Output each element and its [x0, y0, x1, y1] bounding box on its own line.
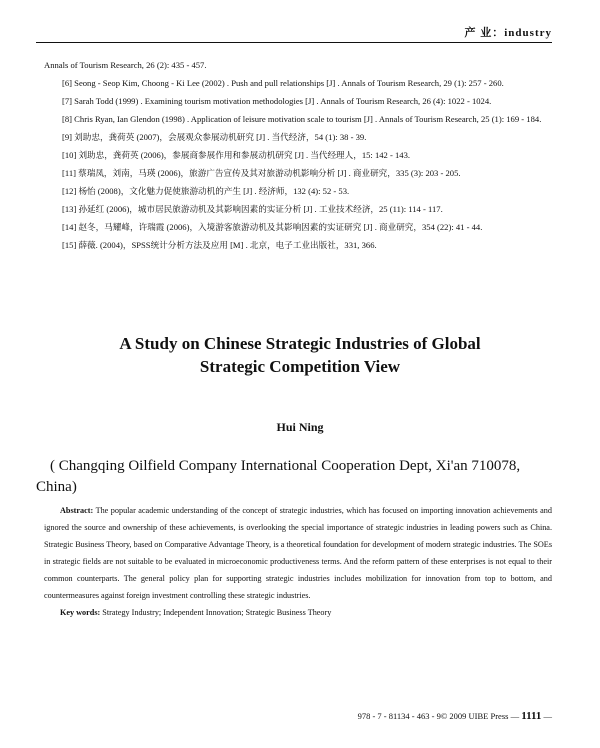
abstract-text: The popular academic understanding of the concept of strategic industries, which has focused on importing innovation achievements and ignored the source and ownership of these achievements, is overlooking the special importance of strategic industries in leading powers such as China. Strategic Business Theory, based on Comparative Advantage Theory, is a theoretical foundation for development of modern strategic industries. The SOEs in strategic fields are not suitable to be evaluated in microeconomic productiveness terms. And the reform pattern of these enterprises is not equal to their common counterparts. The general policy plan for supporting strategic industries includes mobilization for innovation from top to bottom, and countermeasures against foreign investment controlling these strategic industries.: [44, 506, 552, 600]
header-rule: [36, 42, 552, 43]
reference-item: [11] 蔡瑞凤，刘南，马瑛 (2006)，旅游广告宣传及其对旅游动机影响分析 [J] . 商业研究，335 (3): 203 - 205.: [62, 168, 461, 178]
abstract-label: Abstract:: [60, 506, 94, 515]
reference-item: [8] Chris Ryan, Ian Glendon (1998) . Application of leisure motivation scale to tourism [J] . Annals of Tourism Research, 25 (1): 169 - 184.: [62, 114, 542, 124]
footer-dash-2: —: [543, 711, 552, 721]
paper-title: [48, 332, 552, 378]
keywords-text: Strategy Industry; Independent Innovation; Strategic Business Theory: [102, 608, 332, 617]
page-footer: [358, 710, 552, 722]
page-number: 1111: [521, 710, 542, 722]
reference-item: [12] 杨怡 (2008)，文化魅力促使旅游动机的产生 [J] . 经济师，132 (4): 52 - 53.: [62, 186, 350, 196]
running-head: 产 业：industry: [464, 27, 552, 39]
reference-item: [15] 薛薇. (2004)，SPSS统计分析方法及应用 [M] . 北京，电子工业出版社，331, 366.: [62, 240, 377, 250]
reference-item: [13] 孙延红 (2006)，城市居民旅游动机及其影响因素的实证分析 [J] . 工业技术经济，25 (11): 114 - 117.: [62, 204, 443, 214]
reference-item: [9] 刘助忠，龚荷英 (2007)，会展观众参展动机研究 [J] . 当代经济，54 (1): 38 - 39.: [62, 132, 367, 142]
keywords-label: Key words:: [60, 608, 101, 617]
footer-dash: —: [510, 711, 520, 721]
reference-item: [10] 刘助忠，龚荷英 (2006)，参展商参展作用和参展动机研究 [J] . 当代经理人，15: 142 - 143.: [62, 150, 411, 160]
footer-isbn: 978 - 7 - 81134 - 463 - 9© 2009 UIBE Press: [357, 711, 509, 721]
title-line-2: Strategic Competition View: [199, 357, 401, 376]
reference-item: [7] Sarah Todd (1999) . Examining tourism motivation methodologies [J] . Annals of Tourism Research, 26 (4): 1022 - 1024.: [62, 96, 492, 106]
reference-item: [14] 赵冬，马耀峰，许瑞霞 (2006)，入境游客旅游动机及其影响因素的实证研究 [J] . 商业研究，354 (22): 41 - 44.: [62, 222, 483, 232]
abstract-block: [44, 502, 552, 621]
references-list: [44, 56, 552, 254]
title-line-1: A Study on Chinese Strategic Industries of Global: [119, 334, 481, 353]
author-name: Hui Ning: [276, 420, 324, 434]
reference-item: Annals of Tourism Research, 26 (2): 435 - 457.: [44, 60, 207, 70]
reference-item: [6] Seong - Seop Kim, Choong - Ki Lee (2002) . Push and pull relationships [J] . Annals of Tourism Research, 29 (1): 257 - 260.: [62, 78, 504, 88]
affiliation: ( Changqing Oilfield Company International Cooperation Dept, Xi'an 710078, China): [36, 458, 521, 495]
abstract-paragraph: [44, 502, 552, 604]
keywords-paragraph: [44, 604, 552, 621]
